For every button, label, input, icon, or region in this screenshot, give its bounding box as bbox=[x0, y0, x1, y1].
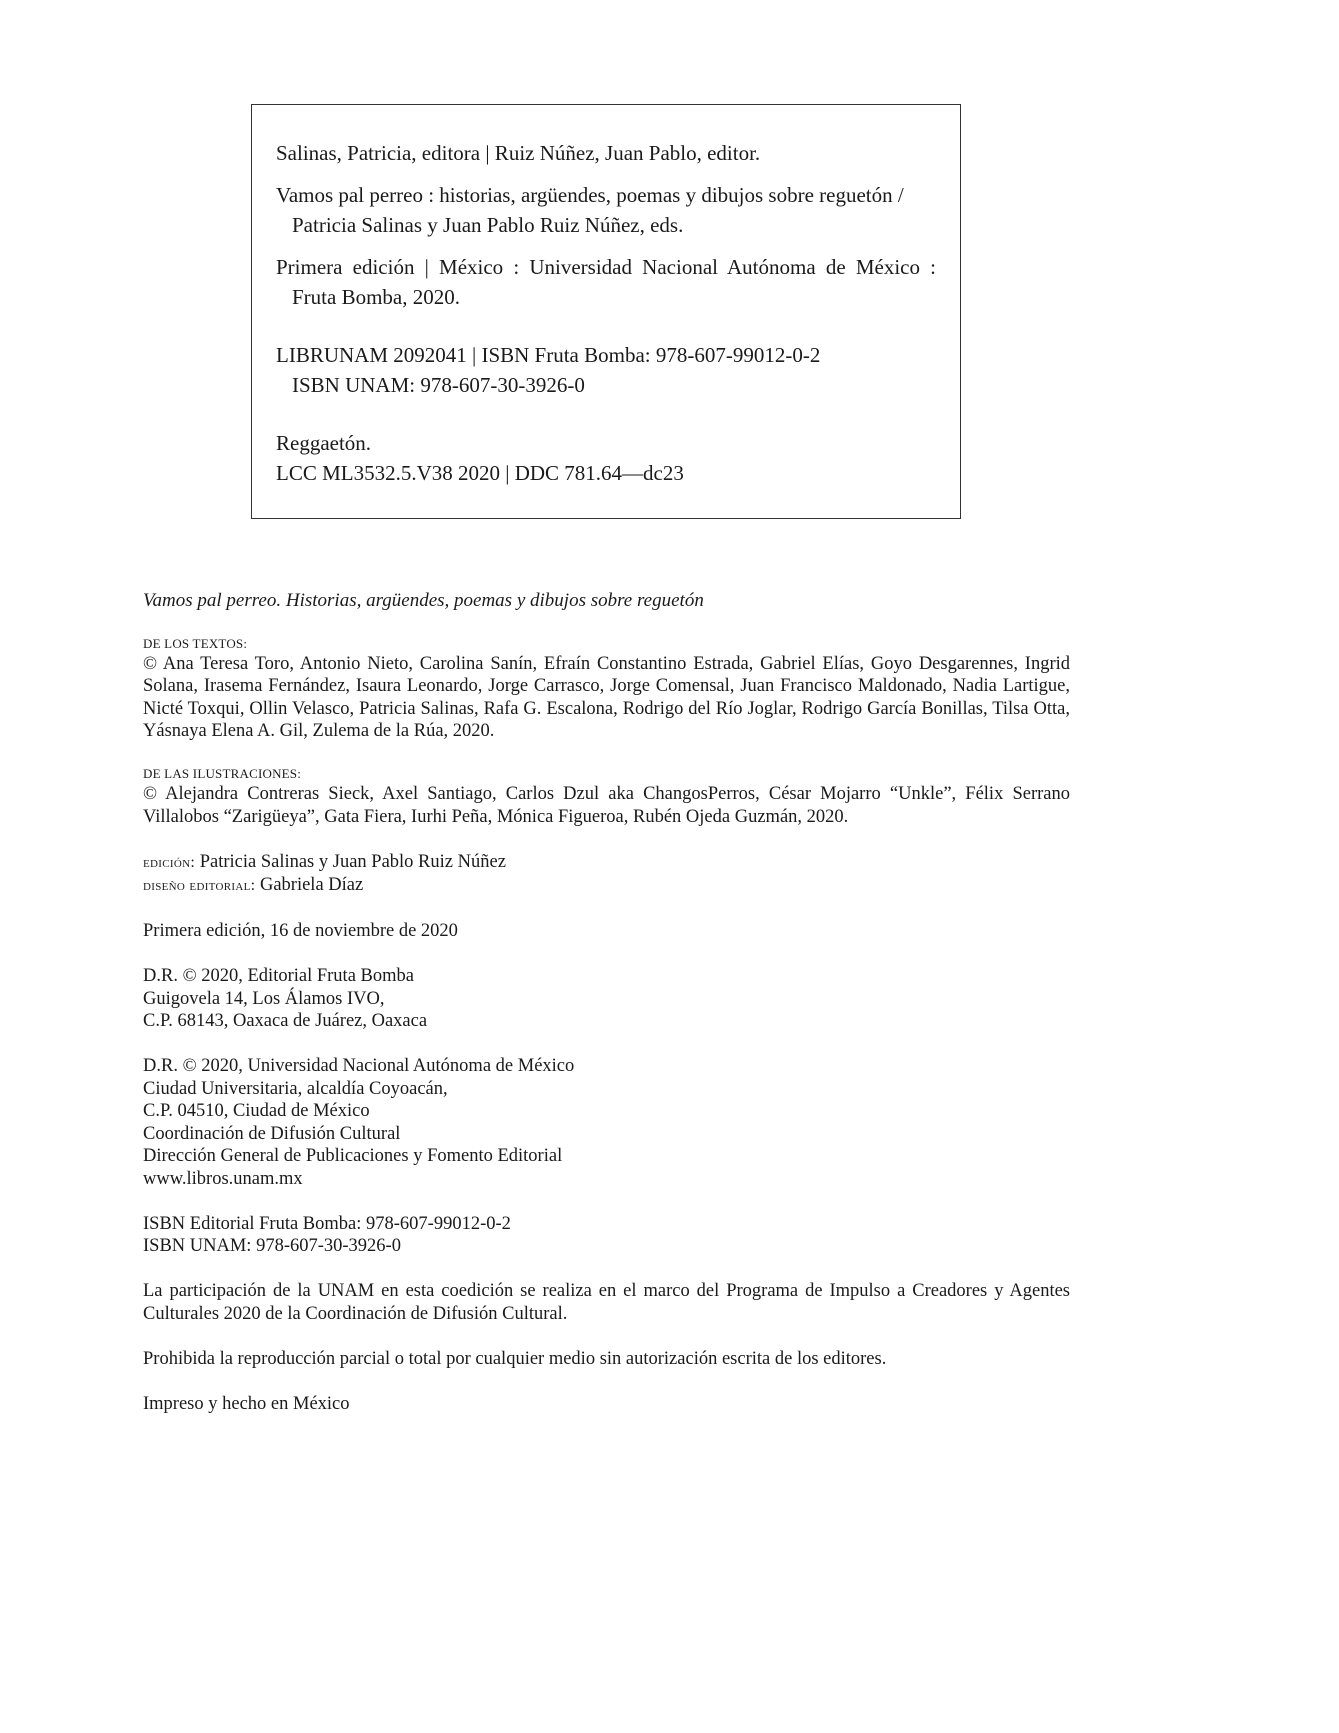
publisher-fruta-bomba bbox=[143, 965, 1070, 1033]
program-note: La participación de la UNAM en esta coedición se realiza en el marco del Programa de Impulso a Creadores y Agentes Culturales 2020 de la Coordinación de Difusión Cultural. bbox=[143, 1281, 1070, 1324]
design-label: diseño editorial: bbox=[143, 877, 256, 894]
cip-isbn-line-2: ISBN UNAM: 978-607-30-3926-0 bbox=[292, 373, 585, 397]
publisher-2-line: Ciudad Universitaria, alcaldía Coyoacán, bbox=[143, 1078, 448, 1099]
credits-section bbox=[143, 590, 1070, 1415]
cip-record-box bbox=[251, 104, 961, 519]
isbn-fruta-bomba: ISBN Editorial Fruta Bomba: 978-607-99012-0-2 bbox=[143, 1213, 511, 1234]
cip-title-line-2: Patricia Salinas y Juan Pablo Ruiz Núñez, eds. bbox=[292, 213, 684, 237]
isbn-list bbox=[143, 1213, 1070, 1258]
cip-classification: LCC ML3532.5.V38 2020 | DDC 781.64—dc23 bbox=[276, 461, 684, 485]
cip-isbn-line-1: LIBRUNAM 2092041 | ISBN Fruta Bomba: 978-607-99012-0-2 bbox=[276, 343, 821, 367]
texts-credits: © Ana Teresa Toro, Antonio Nieto, Carolina Sanín, Efraín Constantino Estrada, Gabriel Elías, Goyo Desgarennes, Ingrid Solana, Irasema Fernández, Isaura Leonardo, Jorge Carrasco, Jorge Comensal, Juan Francisco Maldonado, Nadia Lartigue, Nicté Toxqui, Ollin Velasco, Patricia Salinas, Rafa G. Escalona, Rodrigo del Río Joglar, Rodrigo García Bonillas, Tilsa Otta, Yásnaya Elena A. Gil, Zulema de la Rúa, 2020. bbox=[143, 653, 1070, 741]
isbn-unam: ISBN UNAM: 978-607-30-3926-0 bbox=[143, 1236, 401, 1256]
publisher-website: www.libros.unam.mx bbox=[143, 1168, 303, 1189]
illustrations-credits: © Alejandra Contreras Sieck, Axel Santiago, Carlos Dzul aka ChangosPerros, César Mojarro “Unkle”, Félix Serrano Villalobos “Zarigüeya”, Gata Fiera, Iurhi Peña, Mónica Figueroa, Rubén Ojeda Guzmán, 2020. bbox=[143, 784, 1070, 827]
publisher-2-line: Dirección General de Publicaciones y Fomento Editorial bbox=[143, 1146, 563, 1166]
printed-in: Impreso y hecho en México bbox=[143, 1393, 350, 1414]
publisher-1-line: D.R. © 2020, Editorial Fruta Bomba bbox=[143, 966, 414, 986]
design-value: Gabriela Díaz bbox=[259, 875, 364, 895]
publisher-2-line: D.R. © 2020, Universidad Nacional Autónoma de México bbox=[143, 1056, 575, 1076]
cip-edition-line-2: Fruta Bomba, 2020. bbox=[292, 285, 460, 309]
edition-value: Patricia Salinas y Juan Pablo Ruiz Núñez bbox=[199, 851, 506, 872]
first-edition-date: Primera edición, 16 de noviembre de 2020 bbox=[143, 921, 458, 941]
publisher-1-line: C.P. 68143, Oaxaca de Juárez, Oaxaca bbox=[143, 1011, 428, 1031]
edition-credit bbox=[143, 851, 1070, 875]
design-credit bbox=[143, 874, 1070, 898]
texts-heading: DE LOS TEXTOS: bbox=[143, 635, 248, 651]
publisher-2-line: C.P. 04510, Ciudad de México bbox=[143, 1101, 370, 1121]
book-title: Vamos pal perreo. Historias, argüendes, poemas y dibujos sobre reguetón bbox=[143, 590, 704, 611]
publisher-2-line: Coordinación de Difusión Cultural bbox=[143, 1123, 401, 1144]
publisher-1-line: Guigovela 14, Los Álamos IVO, bbox=[143, 988, 385, 1009]
cip-title-line-1: Vamos pal perreo : historias, argüendes, poemas y dibujos sobre reguetón / bbox=[276, 183, 904, 207]
cip-edition-line-1: Primera edición | México : Universidad Nacional Autónoma de México : bbox=[276, 255, 936, 279]
publisher-unam bbox=[143, 1055, 1070, 1190]
rights-note: Prohibida la reproducción parcial o total por cualquier medio sin autorización escrita de los editores. bbox=[143, 1348, 887, 1369]
cip-subject: Reggaetón. bbox=[276, 431, 372, 455]
edition-label: edición: bbox=[143, 853, 196, 871]
cip-authors: Salinas, Patricia, editora | Ruiz Núñez, Juan Pablo, editor. bbox=[276, 141, 761, 165]
illustrations-heading: DE LAS ILUSTRACIONES: bbox=[143, 766, 302, 781]
